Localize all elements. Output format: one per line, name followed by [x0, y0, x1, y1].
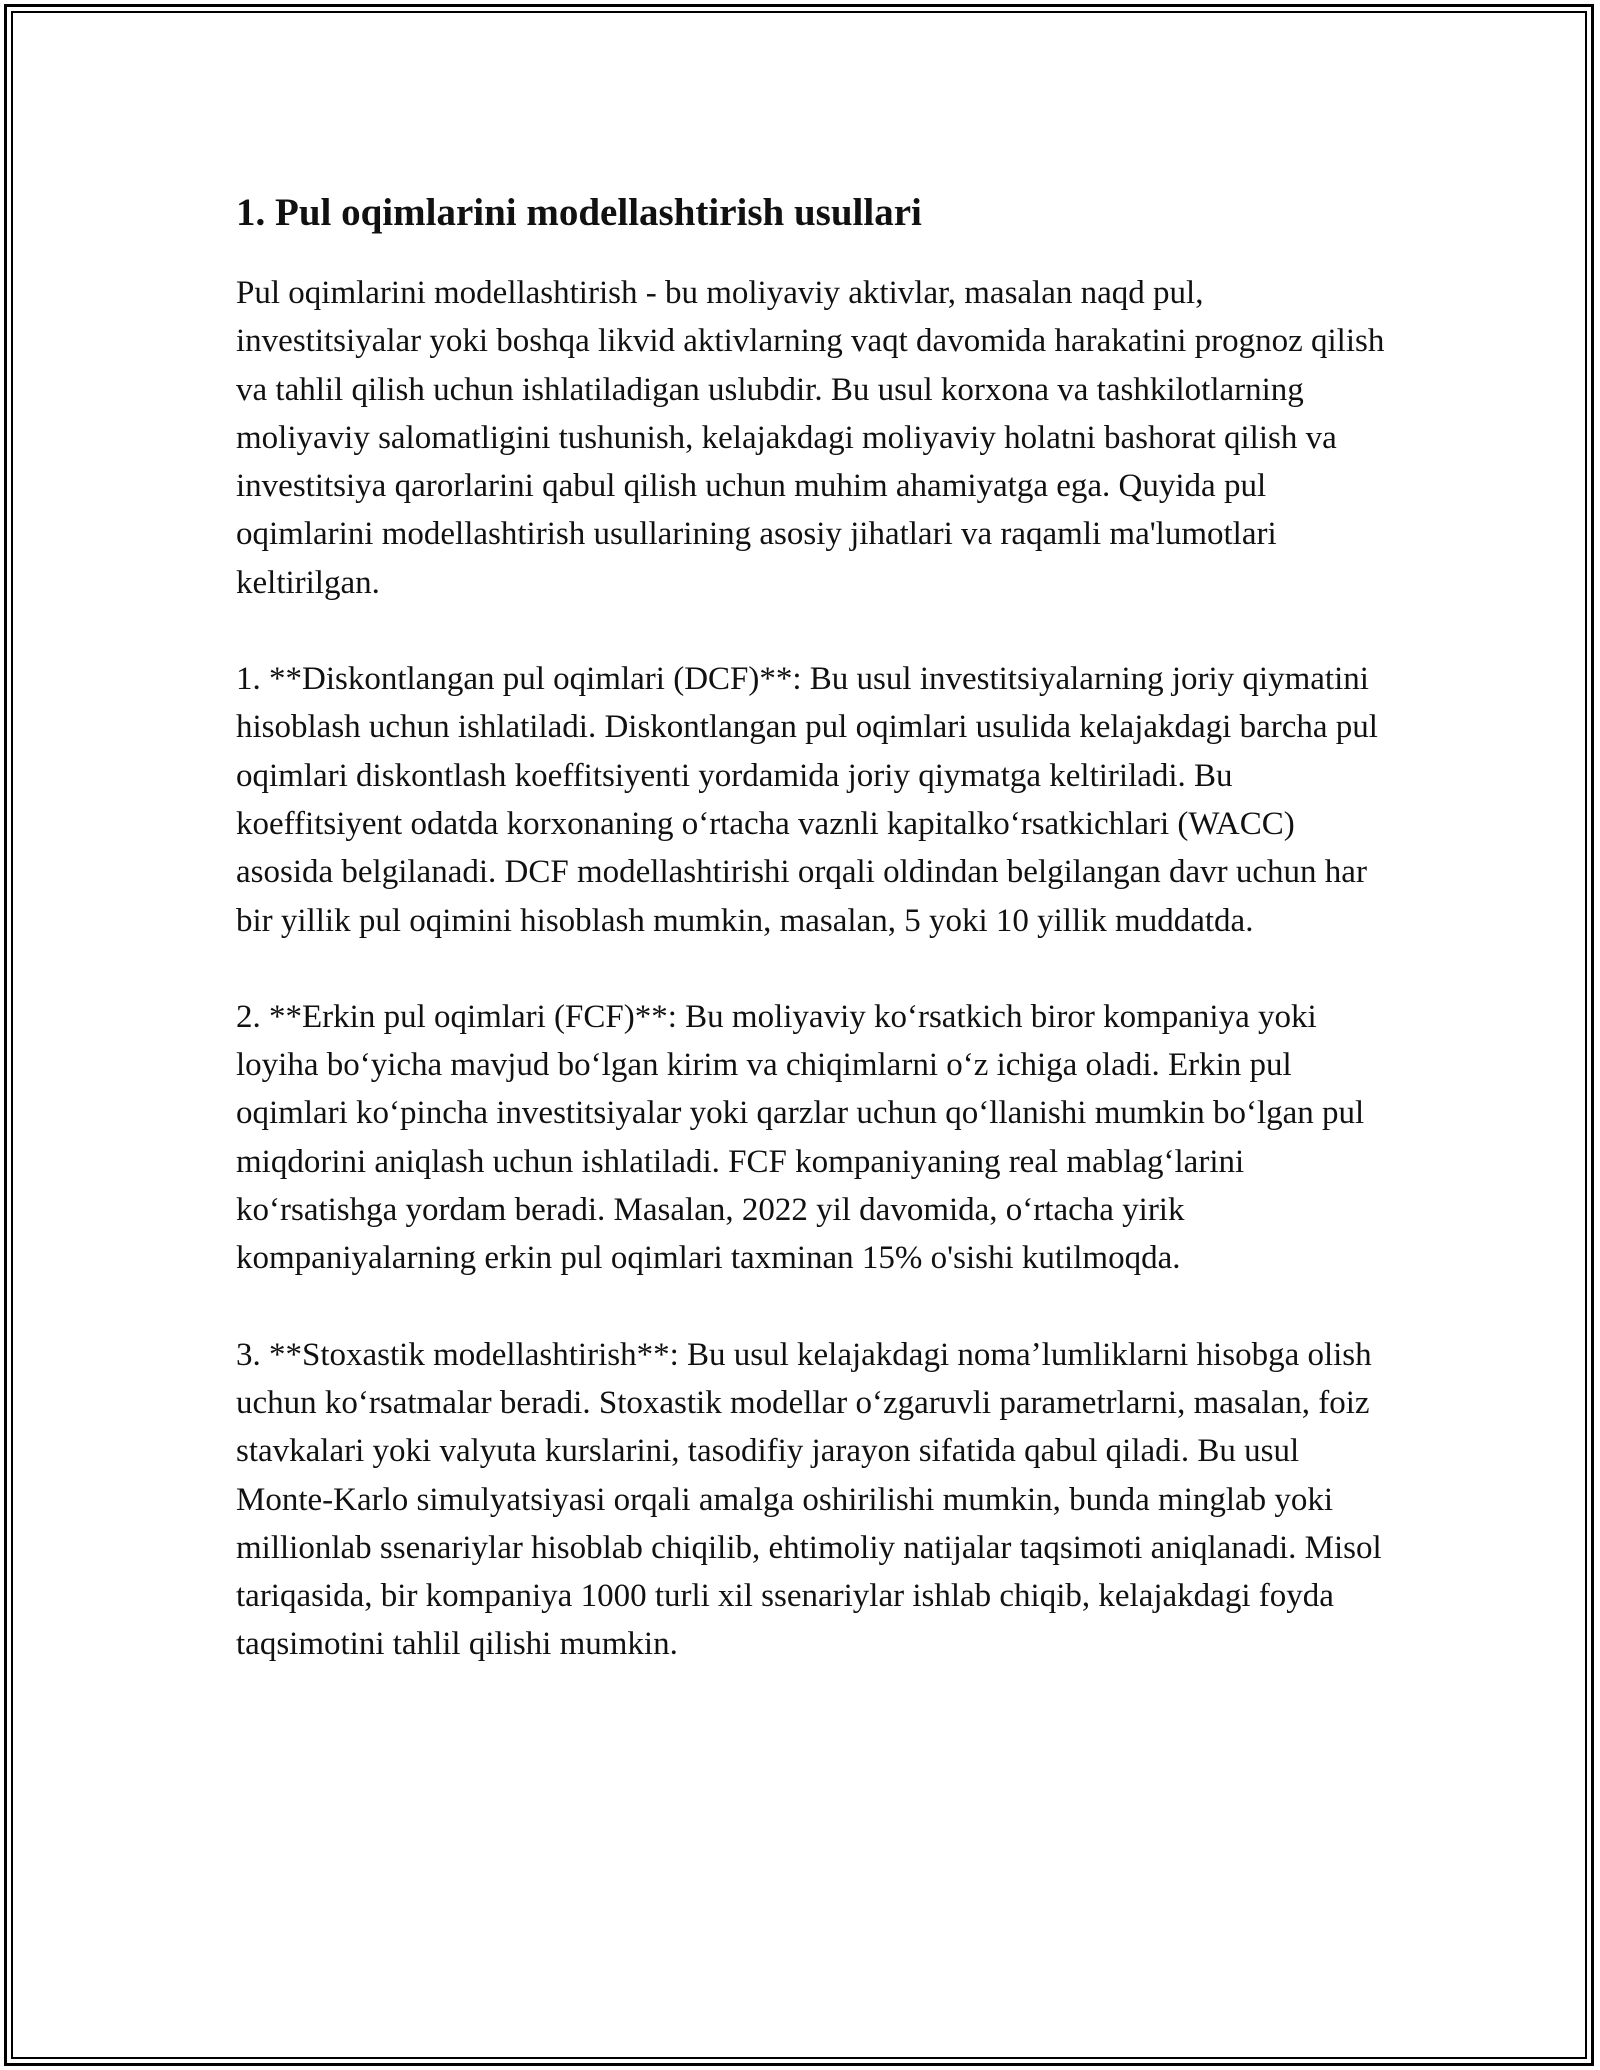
- dcf-paragraph: 1. **Diskontlangan pul oqimlari (DCF)**: Bu usul investitsiyalarning joriy qiymatini hisoblash uchun ishlatiladi. Diskontlangan pul oqimlari usulida kelajakdagi barcha pul oqimlari diskontlash koeffitsiyenti yordamida joriy qiymatga keltiriladi. Bu koeffitsiyent odatda korxonaning oʻrtacha vaznli kapitalkoʻrsatkichlari (WACC) asosida belgilanadi. DCF modellashtirishi orqali oldindan belgilangan davr uchun har bir yillik pul oqimini hisoblash mumkin, masalan, 5 yoki 10 yillik muddatda.: [236, 661, 1378, 939]
- fcf-paragraph: 2. **Erkin pul oqimlari (FCF)**: Bu moliyaviy koʻrsatkich biror kompaniya yoki loyiha boʻyicha mavjud boʻlgan kirim va chiqimlarni oʻz ichiga oladi. Erkin pul oqimlari koʻpincha investitsiyalar yoki qarzlar uchun qoʻllanishi mumkin boʻlgan pul miqdorini aniqlash uchun ishlatiladi. FCF kompaniyaning real mablagʻlarini koʻrsatishga yordam beradi. Masalan, 2022 yil davomida, oʻrtacha yirik kompaniyalarning erkin pul oqimlari taxminan 15% o'sishi kutilmoqda.: [236, 998, 1365, 1277]
- section-title: 1. Pul oqimlarini modellashtirish usullari: [236, 191, 922, 234]
- document-body: [236, 185, 1396, 1669]
- stochastic-paragraph: 3. **Stoxastik modellashtirish**: Bu usul kelajakdagi nomaʼlumliklarni hisobga olish uchun koʻrsatmalar beradi. Stoxastik modellar oʻzgaruvli parametrlarni, masalan, foiz stavkalari yoki valyuta kurslarini, tasodifiy jarayon sifatida qabul qiladi. Bu usul Monte-Karlo simulyatsiyasi orqali amalga oshirilishi mumkin, bunda minglab yoki millionlab ssenariylar hisoblab chiqilib, ehtimoliy natijalar taqsimoti aniqlanadi. Misol tariqasida, bir kompaniya 1000 turli xil ssenariylar ishlab chiqib, kelajakdagi foyda taqsimotini tahlil qilishi mumkin.: [236, 1336, 1382, 1663]
- intro-paragraph: Pul oqimlarini modellashtirish - bu moliyaviy aktivlar, masalan naqd pul, investitsiyalar yoki boshqa likvid aktivlarning vaqt davomida harakatini prognoz qilish va tahlil qilish uchun ishlatiladigan uslubdir. Bu usul korxona va tashkilotlarning moliyaviy salomatligini tushunish, kelajakdagi moliyaviy holatni bashorat qilish va investitsiya qarorlarini qabul qilish uchun muhim ahamiyatga ega. Quyida pul oqimlarini modellashtirish usullarining asosiy jihatlari va raqamli ma'lumotlari keltirilgan.: [236, 275, 1385, 601]
